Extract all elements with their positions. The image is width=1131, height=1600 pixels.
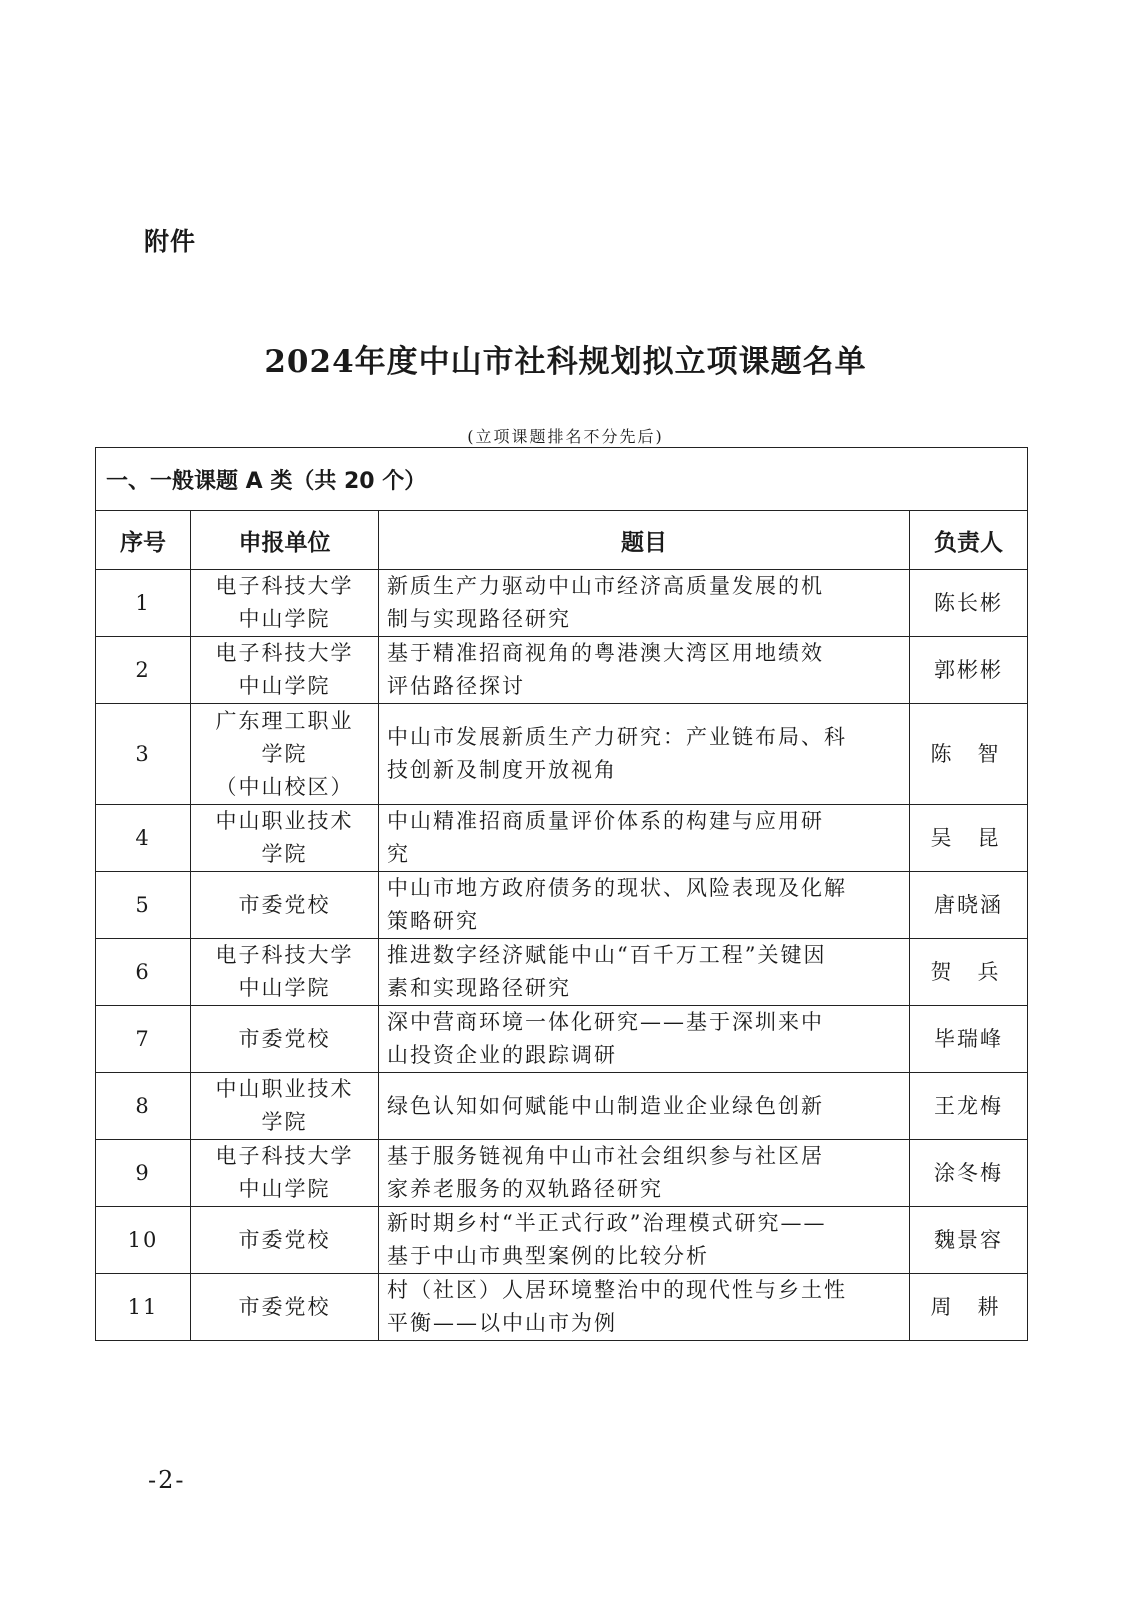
- applicant-unit: [191, 939, 379, 1006]
- section-heading: 一、一般课题 A 类（共 20 个）: [96, 448, 1028, 511]
- applicant-unit-line: 电子科技大学: [215, 1144, 354, 1168]
- row-number: 9: [96, 1140, 191, 1207]
- applicant-unit-line: 中山学院: [238, 674, 331, 698]
- person-in-charge: 唐晓涵: [910, 872, 1028, 939]
- project-topic-line: 深中营商环境一体化研究——基于深圳来中: [387, 1010, 824, 1034]
- table-row: [96, 1006, 1028, 1073]
- project-topic-line: 中山市发展新质生产力研究：产业链布局、科: [387, 725, 847, 749]
- project-list-table: [95, 447, 1028, 1341]
- applicant-unit-line: 电子科技大学: [215, 641, 354, 665]
- applicant-unit: [191, 1073, 379, 1140]
- project-topic-line: 村（社区）人居环境整治中的现代性与乡土性: [387, 1278, 847, 1302]
- header-no: 序号: [96, 511, 191, 570]
- project-topic-line: 山投资企业的跟踪调研: [387, 1043, 617, 1067]
- row-number: 11: [96, 1274, 191, 1341]
- applicant-unit-line: 市委党校: [238, 1026, 331, 1051]
- applicant-unit-line: 学院: [261, 1110, 308, 1134]
- person-in-charge: 毕瑞峰: [910, 1006, 1028, 1073]
- person-in-charge: 涂冬梅: [910, 1140, 1028, 1207]
- applicant-unit-line: （中山校区）: [215, 774, 354, 799]
- table-row: [96, 1140, 1028, 1207]
- applicant-unit: [191, 805, 379, 872]
- project-topic: [379, 872, 910, 939]
- row-number: 4: [96, 805, 191, 872]
- project-topic-line: 新质生产力驱动中山市经济高质量发展的机: [387, 574, 824, 598]
- attachment-label: 附件: [144, 227, 197, 256]
- row-number: 5: [96, 872, 191, 939]
- applicant-unit: [191, 1140, 379, 1207]
- applicant-unit: [191, 1207, 379, 1274]
- person-in-charge: 王龙梅: [910, 1073, 1028, 1140]
- row-number: 3: [96, 704, 191, 805]
- table-row: [96, 704, 1028, 805]
- applicant-unit-line: 中山学院: [238, 976, 331, 1000]
- project-topic-line: 平衡——以中山市为例: [387, 1311, 617, 1335]
- project-topic-line: 中山精准招商质量评价体系的构建与应用研: [387, 809, 824, 833]
- applicant-unit-line: 学院: [261, 741, 308, 766]
- applicant-unit: [191, 570, 379, 637]
- header-unit: 申报单位: [191, 511, 379, 570]
- table-row: [96, 1073, 1028, 1140]
- row-number: 1: [96, 570, 191, 637]
- applicant-unit-line: 中山职业技术: [215, 1077, 354, 1101]
- page-number: -2-: [148, 1466, 186, 1494]
- project-topic-line: 家养老服务的双轨路径研究: [387, 1177, 663, 1201]
- header-topic: 题目: [379, 511, 910, 570]
- row-number: 10: [96, 1207, 191, 1274]
- project-topic-line: 策略研究: [387, 909, 479, 933]
- project-topic: [379, 1140, 910, 1207]
- project-topic-line: 基于中山市典型案例的比较分析: [387, 1244, 709, 1268]
- row-number: 2: [96, 637, 191, 704]
- person-in-charge: 陈智: [910, 704, 1028, 805]
- row-number: 7: [96, 1006, 191, 1073]
- project-topic: [379, 805, 910, 872]
- table-row: [96, 939, 1028, 1006]
- person-in-charge: 郭彬彬: [910, 637, 1028, 704]
- project-topic: [379, 1207, 910, 1274]
- applicant-unit-line: 中山职业技术: [215, 809, 354, 833]
- table-row: [96, 637, 1028, 704]
- applicant-unit: [191, 872, 379, 939]
- applicant-unit-line: 广东理工职业: [215, 708, 354, 733]
- applicant-unit-line: 市委党校: [238, 892, 331, 917]
- row-number: 6: [96, 939, 191, 1006]
- project-topic: [379, 704, 910, 805]
- applicant-unit-line: 市委党校: [238, 1294, 331, 1319]
- project-topic-line: 中山市地方政府债务的现状、风险表现及化解: [387, 876, 847, 900]
- person-in-charge: 吴昆: [910, 805, 1028, 872]
- project-topic: [379, 570, 910, 637]
- applicant-unit-line: 电子科技大学: [215, 943, 354, 967]
- project-topic-line: 新时期乡村“半正式行政”治理模式研究——: [387, 1211, 827, 1235]
- project-topic: [379, 637, 910, 704]
- project-topic-line: 制与实现路径研究: [387, 607, 571, 631]
- applicant-unit: [191, 1274, 379, 1341]
- table-header-row: [96, 511, 1028, 570]
- project-topic-line: 基于精准招商视角的粤港澳大湾区用地绩效: [387, 641, 824, 665]
- project-topic-line: 素和实现路径研究: [387, 976, 571, 1000]
- applicant-unit-line: 中山学院: [238, 1177, 331, 1201]
- project-topic-line: 绿色认知如何赋能中山制造业企业绿色创新: [387, 1093, 824, 1118]
- person-in-charge: 贺兵: [910, 939, 1028, 1006]
- project-topic-line: 推进数字经济赋能中山“百千万工程”关键因: [387, 943, 827, 967]
- table-row: [96, 872, 1028, 939]
- applicant-unit: [191, 637, 379, 704]
- header-person: 负责人: [910, 511, 1028, 570]
- document-title: 2024年度中山市社科规划拟立项课题名单: [264, 344, 867, 380]
- project-topic: [379, 1006, 910, 1073]
- applicant-unit: [191, 1006, 379, 1073]
- applicant-unit-line: 电子科技大学: [215, 574, 354, 598]
- person-in-charge: 陈长彬: [910, 570, 1028, 637]
- table-row: [96, 570, 1028, 637]
- project-topic-line: 评估路径探讨: [387, 674, 525, 698]
- table-row: [96, 805, 1028, 872]
- section-heading-row: [96, 448, 1028, 511]
- table-row: [96, 1274, 1028, 1341]
- applicant-unit-line: 中山学院: [238, 607, 331, 631]
- project-topic-line: 究: [387, 842, 410, 866]
- row-number: 8: [96, 1073, 191, 1140]
- project-topic: [379, 939, 910, 1006]
- project-topic-line: 技创新及制度开放视角: [387, 758, 617, 782]
- applicant-unit-line: 学院: [261, 842, 308, 866]
- person-in-charge: 周耕: [910, 1274, 1028, 1341]
- project-topic: [379, 1073, 910, 1140]
- document-subtitle: (立项课题排名不分先后): [467, 427, 664, 446]
- project-topic: [379, 1274, 910, 1341]
- table-row: [96, 1207, 1028, 1274]
- project-topic-line: 基于服务链视角中山市社会组织参与社区居: [387, 1144, 824, 1168]
- applicant-unit: [191, 704, 379, 805]
- person-in-charge: 魏景容: [910, 1207, 1028, 1274]
- applicant-unit-line: 市委党校: [238, 1227, 331, 1252]
